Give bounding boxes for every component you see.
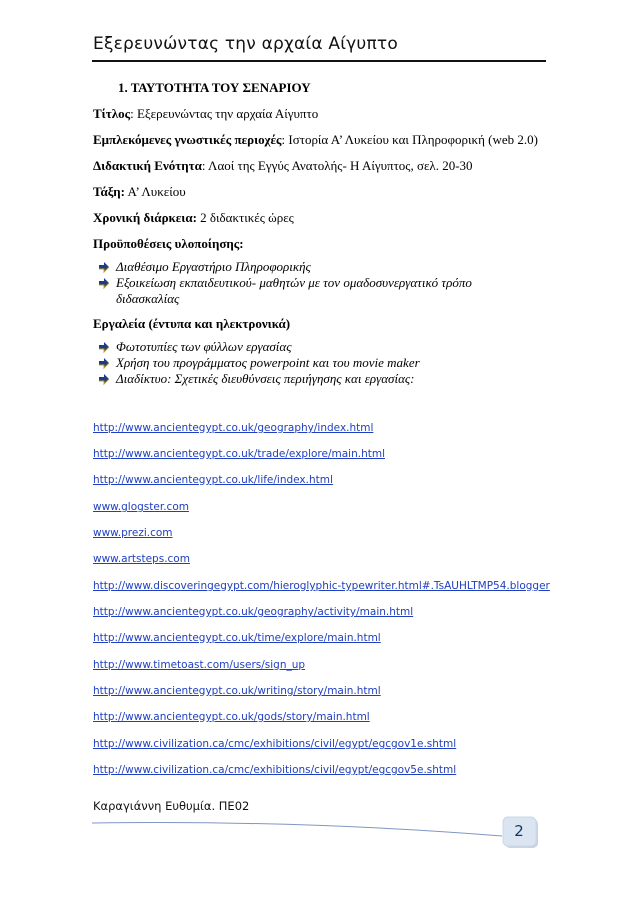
link[interactable]: www.glogster.com <box>93 501 189 513</box>
arrow-bullet-icon <box>98 261 110 273</box>
link[interactable]: www.prezi.com <box>93 527 173 539</box>
link[interactable]: http://www.ancientegypt.co.uk/geography/index.html <box>93 422 374 434</box>
link[interactable]: http://www.civilization.ca/cmc/exhibitions/civil/egypt/egcgov1e.shtml <box>93 738 457 750</box>
field-unit-value: : Λαοί της Εγγύς Ανατολής- Η Αίγυπτος, σελ. 20-30 <box>201 158 473 173</box>
list-item <box>98 355 420 371</box>
field-prerequisites-label: Προϋποθέσεις υλοποίησης: <box>93 236 244 251</box>
link[interactable]: http://www.ancientegypt.co.uk/life/index.html <box>93 474 333 486</box>
footer-author: Καραγιάννη Ευθυμία. ΠΕ02 <box>93 799 250 813</box>
link[interactable]: http://www.ancientegypt.co.uk/writing/story/main.html <box>93 685 381 697</box>
list-item-continuation <box>98 291 472 307</box>
field-class-label: Τάξη: <box>93 184 125 199</box>
list-item <box>98 259 472 275</box>
field-title <box>93 106 318 122</box>
link[interactable]: http://www.ancientegypt.co.uk/time/explore/main.html <box>93 632 381 644</box>
list-item-text: διδασκαλίας <box>116 291 180 306</box>
prerequisites-list <box>98 259 472 307</box>
field-duration-value: 2 διδακτικές ώρες <box>196 210 294 225</box>
field-tools <box>93 316 290 332</box>
field-class-value: Α’ Λυκείου <box>124 184 186 199</box>
field-areas-value: : Ιστορία Α’ Λυκείου και Πληροφορική (web 2.0) <box>281 132 538 147</box>
section-heading: 1. ΤΑΥΤΟΤΗΤΑ ΤΟΥ ΣΕΝΑΡΙΟΥ <box>118 80 311 95</box>
list-item <box>98 275 472 291</box>
list-item-text: Φωτοτυπίες των φύλλων εργασίας <box>116 339 292 354</box>
field-areas-label: Εμπλεκόμενες γνωστικές περιοχές <box>93 132 282 147</box>
link[interactable]: www.artsteps.com <box>93 553 190 565</box>
field-unit-label: Διδακτική Ενότητα <box>93 158 202 173</box>
field-areas <box>93 132 538 148</box>
field-class <box>93 184 186 200</box>
field-unit <box>93 158 473 174</box>
arrow-bullet-icon <box>98 357 110 369</box>
arrow-bullet-icon <box>98 341 110 353</box>
link[interactable]: http://www.ancientegypt.co.uk/geography/activity/main.html <box>93 606 414 618</box>
field-duration-label: Χρονική διάρκεια: <box>93 210 197 225</box>
page-number: 2 <box>514 822 524 840</box>
list-item-text: Διαθέσιμο Εργαστήριο Πληροφορικής <box>116 259 311 274</box>
tools-list <box>98 339 420 387</box>
link[interactable]: http://www.discoveringegypt.com/hieroglyphic-typewriter.html#.TsAUHLTMP54.blogger <box>93 580 550 592</box>
field-duration <box>93 210 294 226</box>
link[interactable]: http://www.ancientegypt.co.uk/gods/story/main.html <box>93 711 370 723</box>
list-item-text: Εξοικείωση εκπαιδευτικού- μαθητών με τον ομαδοσυνεργατικό τρόπο <box>116 275 472 290</box>
field-prerequisites <box>93 236 244 252</box>
list-item <box>98 339 420 355</box>
link[interactable]: http://www.ancientegypt.co.uk/trade/explore/main.html <box>93 448 385 460</box>
field-title-value: : Εξερευνώντας την αρχαία Αίγυπτο <box>130 106 319 121</box>
field-title-label: Τίτλος <box>93 106 131 121</box>
running-header: Εξερευνώντας την αρχαία Αίγυπτο <box>93 34 398 54</box>
list-item-text: Χρήση του προγράμματος powerpoint και του movie maker <box>116 355 420 370</box>
list-item <box>98 371 420 387</box>
list-item-text: Διαδίκτυο: Σχετικές διευθύνσεις περιήγησης και εργασίας: <box>116 371 415 386</box>
arrow-bullet-icon <box>98 373 110 385</box>
link[interactable]: http://www.timetoast.com/users/sign_up <box>93 659 306 671</box>
field-tools-label: Εργαλεία (έντυπα και ηλεκτρονικά) <box>93 316 291 331</box>
footer-curve <box>92 818 512 838</box>
arrow-bullet-icon <box>98 277 110 289</box>
header-rule <box>92 60 546 62</box>
link[interactable]: http://www.civilization.ca/cmc/exhibitions/civil/egypt/egcgov5e.shtml <box>93 764 457 776</box>
